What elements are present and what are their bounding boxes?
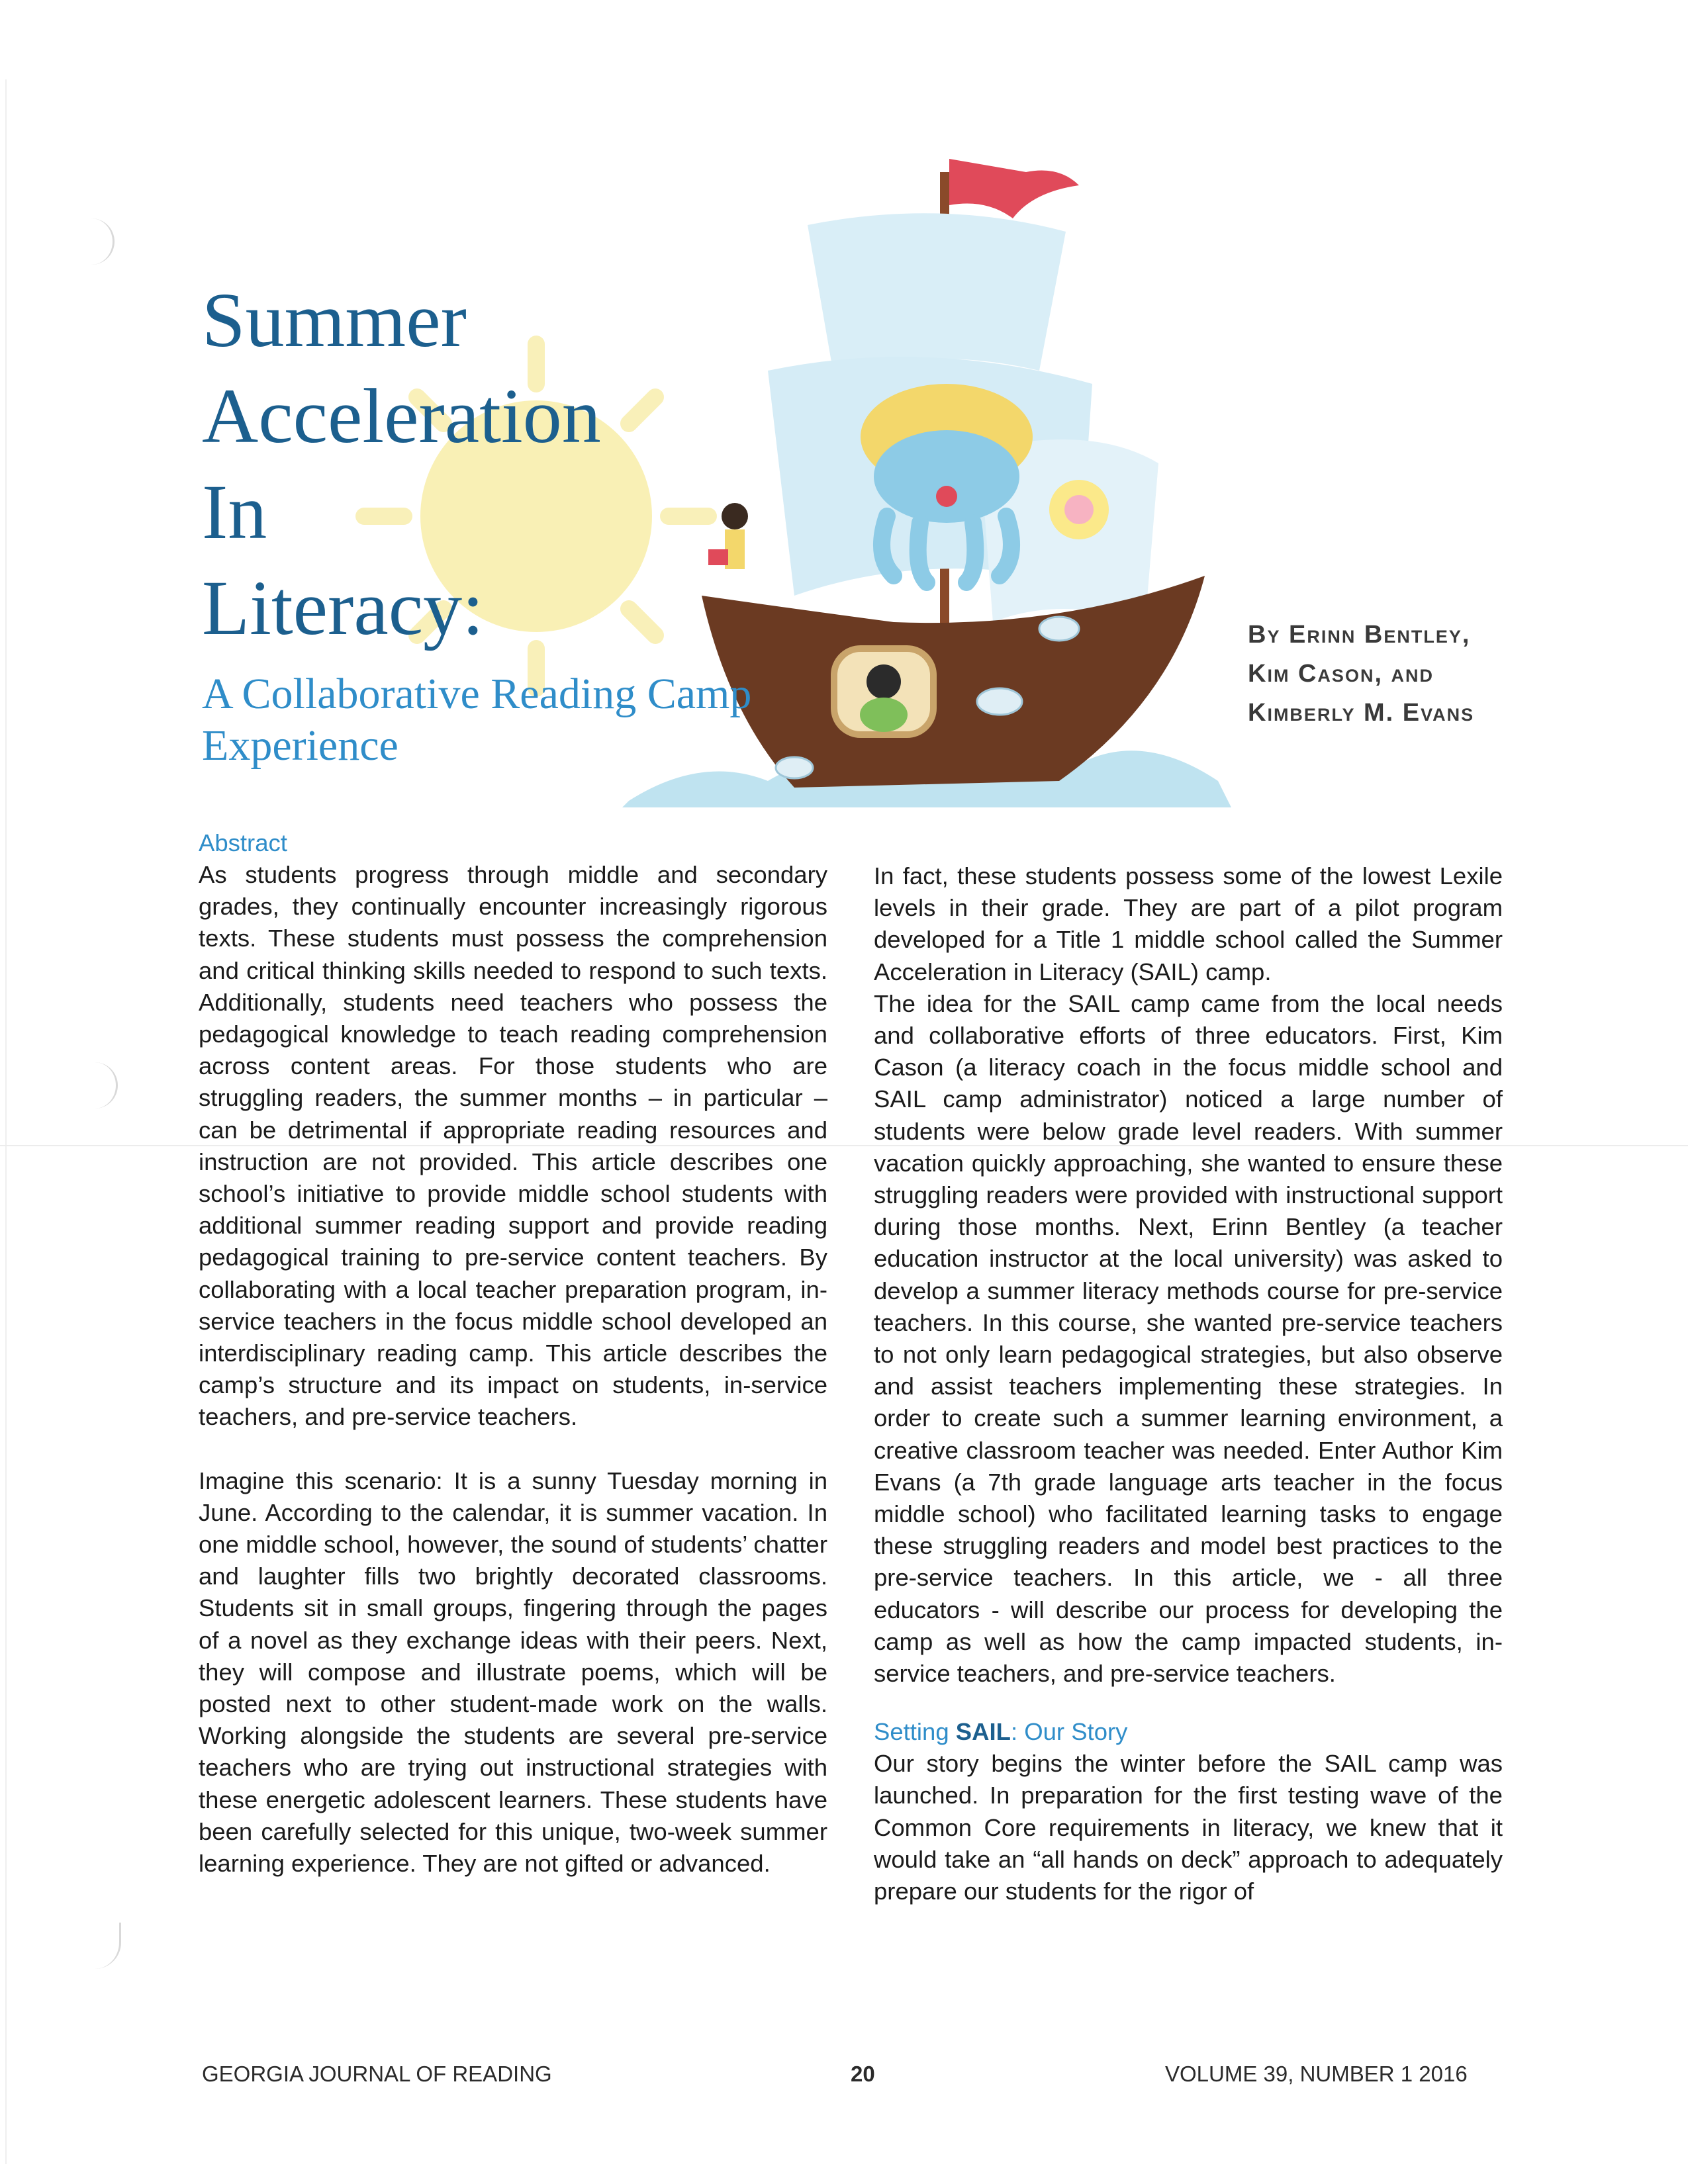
section-heading-bold: SAIL bbox=[955, 1718, 1011, 1746]
author-byline bbox=[1248, 615, 1526, 733]
binder-hole-mark bbox=[89, 1062, 118, 1109]
title-line-4: Literacy: bbox=[202, 565, 484, 651]
title-line-1: Summer bbox=[202, 277, 467, 363]
article-subtitle: A Collaborative Reading Camp Experience bbox=[202, 670, 752, 770]
byline-line: Kimberly M. Evans bbox=[1248, 698, 1475, 727]
footer-page-number: 20 bbox=[851, 2062, 875, 2086]
flag-icon bbox=[949, 159, 1079, 218]
intro-paragraph: Imagine this scenario: It is a sunny Tuesday morning in June. According to the calendar, it is summer vacation. In one middle school, however, the sound of students’ chatter and laughter fills two brightly decorated classrooms. Students sit in small groups, fingering through the pages of a novel as they exchange ideas with their peers. Next, they will compose and illustrate poems, which will be posted next to other student-made work on the walls. Working alongside the students are several pre-service teachers who are trying out instructional strategies with these energetic adolescent learners. These students have been carefully selected for this unique, two-week summer learning experience. They are not gifted or advanced. bbox=[199, 1467, 827, 1878]
section-heading-post: : Our Story bbox=[1010, 1718, 1128, 1746]
abstract-text: As students progress through middle and secondary grades, they continually encounter increasingly rigorous texts. These students must possess the comprehension and critical thinking skills needed to respond to such texts. Additionally, students need teachers who possess the pedagogical knowledge to teach reading comprehension across content areas. For those students who are struggling readers, the summer months – in particular – can be detrimental if appropriate reading resources and instruction are not provided. This article describes one school’s initiative to provide middle school students with additional summer reading support and provide reading pedagogical training to pre-service content teachers. By collaborating with a local teacher preparation program, in-service teachers in the focus middle school developed an interdisciplinary reading camp. This article describes the camp’s structure and its impact on students, in-service teachers, and pre-service teachers. bbox=[199, 861, 827, 1431]
fish-icon bbox=[977, 688, 1022, 715]
fish-icon bbox=[1039, 617, 1079, 641]
sail-top bbox=[808, 213, 1066, 377]
section-heading bbox=[874, 1716, 1503, 1748]
section-heading-pre: Setting bbox=[874, 1718, 956, 1746]
footer-journal: GEORGIA JOURNAL OF READING bbox=[202, 2062, 552, 2086]
story-paragraph: Our story begins the winter before the SAIL camp was launched. In preparation for the first testing wave of the Common Core requirements in literacy, we knew that it would take an “all hands on deck” approach to adequately prepare our students for the rigor of bbox=[874, 1750, 1503, 1905]
title-line-2: Acceleration bbox=[202, 373, 601, 459]
flower-icon bbox=[1049, 480, 1109, 539]
abstract-heading: Abstract bbox=[199, 829, 287, 856]
byline-line: By Erinn Bentley, bbox=[1248, 621, 1471, 649]
idea-paragraph: The idea for the SAIL camp came from the local needs and collaborative efforts of three educators. First, Kim Cason (a literacy coach in the focus middle school and SAIL camp administrator) noticed a large number of students were below grade level readers. With summer vacation quickly approaching, she wanted to ensure these struggling readers were provided with instructional support during those months. Next, Erinn Bentley (a teacher education instructor at the local university) was asked to develop a summer literacy methods course for pre-service teachers. In this course, she wanted pre-service teachers to not only learn pedagogical strategies, but also observe and assist teachers implementing these strategies. In order to create such a summer learning environment, a creative classroom teacher was needed. Enter Author Kim Evans (a 7th grade language arts teacher in the focus middle school) who facilitated learning tasks to engage these struggling readers and model best practices to the pre-service teachers. In this article, we - all three educators - will describe our process for developing the camp as well as how the camp impacted students, in-service teachers, and pre-service teachers. bbox=[874, 989, 1503, 1688]
fact-paragraph: In fact, these students possess some of the lowest Lexile levels in their grade. They are part of a pilot program developed for a Title 1 middle school called the Summer Acceleration in Literacy (SAIL) camp. bbox=[874, 862, 1503, 985]
right-column bbox=[874, 860, 1503, 1907]
porthole-icon bbox=[834, 649, 933, 735]
title-line-3: In bbox=[202, 469, 267, 555]
page-edge bbox=[5, 79, 7, 2164]
footer-volume: VOLUME 39, NUMBER 1 2016 bbox=[1165, 2062, 1468, 2086]
binder-hole-mark bbox=[93, 1923, 121, 1969]
byline-line: Kim Cason, and bbox=[1248, 659, 1434, 688]
binder-hole-mark bbox=[86, 218, 115, 265]
left-column bbox=[199, 827, 827, 1880]
